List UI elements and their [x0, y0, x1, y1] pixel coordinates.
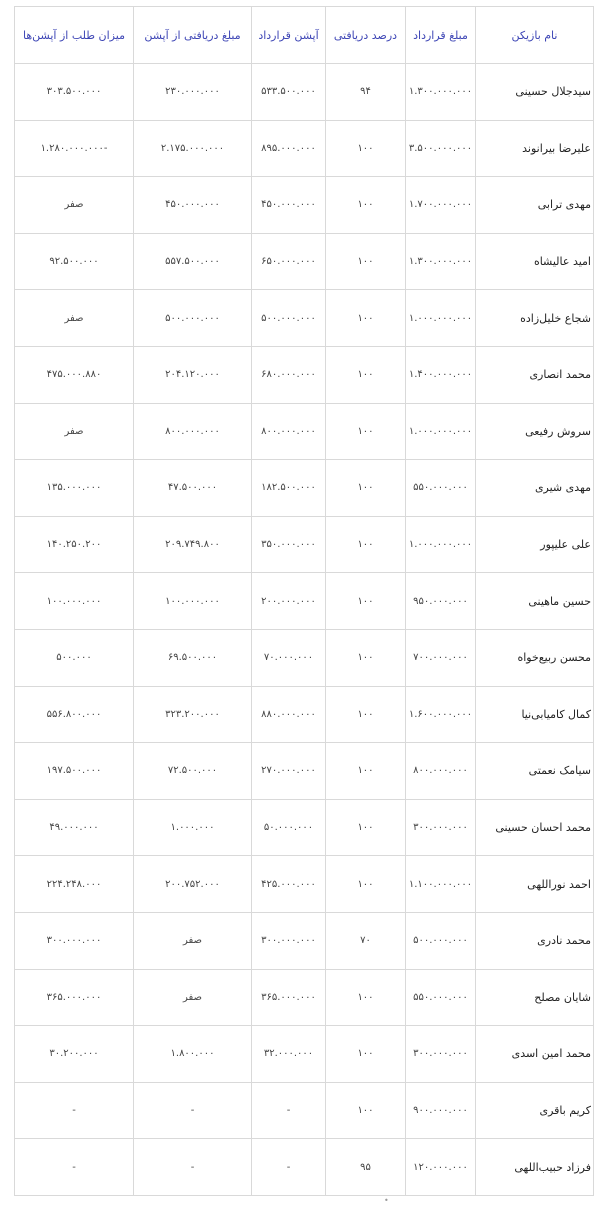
header-option-received: مبلغ دریافتی از آپشن: [134, 7, 252, 64]
cell-contract-option: ۵۳۳.۵۰۰.۰۰۰: [252, 64, 326, 121]
table-row: [15, 969, 594, 1026]
cell-player-name: محمد احسان حسینی: [476, 799, 594, 856]
cell-contract-option: ۲۰۰.۰۰۰.۰۰۰: [252, 573, 326, 630]
cell-contract-amount: ۹۰۰.۰۰۰.۰۰۰: [406, 1082, 476, 1139]
cell-contract-option: ۸۰۰.۰۰۰.۰۰۰: [252, 403, 326, 460]
table-row: [15, 233, 594, 290]
cell-contract-option: ۵۰.۰۰۰.۰۰۰: [252, 799, 326, 856]
cell-received-percent: ۷۰: [326, 912, 406, 969]
cell-option-received: صفر: [134, 969, 252, 1026]
header-received-percent: درصد دریافتی: [326, 7, 406, 64]
cell-option-received: ۲۳۰.۰۰۰.۰۰۰: [134, 64, 252, 121]
cell-contract-amount: ۷۰۰.۰۰۰.۰۰۰: [406, 629, 476, 686]
table-row: [15, 290, 594, 347]
cell-received-percent: ۱۰۰: [326, 233, 406, 290]
header-player-name: نام بازیکن: [476, 7, 594, 64]
cell-option-received: ۵۵۷.۵۰۰.۰۰۰: [134, 233, 252, 290]
cell-player-name: محمد انصاری: [476, 346, 594, 403]
table-row: [15, 856, 594, 913]
cell-received-percent: ۹۴: [326, 64, 406, 121]
cell-contract-amount: ۱.۰۰۰.۰۰۰.۰۰۰: [406, 403, 476, 460]
cell-contract-option: ۳۲.۰۰۰.۰۰۰: [252, 1026, 326, 1083]
cell-player-name: محسن ربیع‌خواه: [476, 629, 594, 686]
cell-option-received: ۳۲۳.۲۰۰.۰۰۰: [134, 686, 252, 743]
cell-received-percent: ۱۰۰: [326, 573, 406, 630]
cell-option-received: -: [134, 1082, 252, 1139]
cell-player-name: شجاع خلیل‌زاده: [476, 290, 594, 347]
cell-player-name: کمال کامیابی‌نیا: [476, 686, 594, 743]
cell-contract-amount: ۱.۰۰۰.۰۰۰.۰۰۰: [406, 290, 476, 347]
cell-option-received: ۲۰۴.۱۲۰.۰۰۰: [134, 346, 252, 403]
cell-contract-option: ۸۹۵.۰۰۰.۰۰۰: [252, 120, 326, 177]
cell-option-owed: ۱۳۵.۰۰۰.۰۰۰: [15, 460, 134, 517]
cell-received-percent: ۱۰۰: [326, 346, 406, 403]
cell-option-owed: -: [15, 1139, 134, 1196]
cell-option-owed: ۵۵۶.۸۰۰.۰۰۰: [15, 686, 134, 743]
table-header-row: [15, 7, 594, 64]
footer-mark: •: [384, 1196, 389, 1205]
cell-contract-amount: ۵۵۰.۰۰۰.۰۰۰: [406, 969, 476, 1026]
cell-contract-amount: ۱.۳۰۰.۰۰۰.۰۰۰: [406, 64, 476, 121]
cell-option-owed: صفر: [15, 403, 134, 460]
header-contract-amount: مبلغ قرارداد: [406, 7, 476, 64]
cell-player-name: کریم باقری: [476, 1082, 594, 1139]
table-row: [15, 629, 594, 686]
cell-option-owed: ۳۶۵.۰۰۰.۰۰۰: [15, 969, 134, 1026]
cell-option-owed: ۳۰۳.۵۰۰.۰۰۰: [15, 64, 134, 121]
cell-option-owed: صفر: [15, 290, 134, 347]
cell-contract-option: -: [252, 1139, 326, 1196]
cell-received-percent: ۱۰۰: [326, 460, 406, 517]
cell-received-percent: ۱۰۰: [326, 1082, 406, 1139]
cell-contract-option: ۴۲۵.۰۰۰.۰۰۰: [252, 856, 326, 913]
cell-option-received: ۲.۱۷۵.۰۰۰.۰۰۰: [134, 120, 252, 177]
cell-option-owed: ۳۰.۲۰۰.۰۰۰: [15, 1026, 134, 1083]
cell-option-received: ۶۹.۵۰۰.۰۰۰: [134, 629, 252, 686]
cell-contract-option: ۷۰.۰۰۰.۰۰۰: [252, 629, 326, 686]
cell-option-owed: صفر: [15, 177, 134, 234]
cell-contract-amount: ۱.۱۰۰.۰۰۰.۰۰۰: [406, 856, 476, 913]
cell-contract-option: ۳۶۵.۰۰۰.۰۰۰: [252, 969, 326, 1026]
cell-player-name: مهدی ترابی: [476, 177, 594, 234]
cell-player-name: علیرضا بیرانوند: [476, 120, 594, 177]
cell-contract-option: ۳۵۰.۰۰۰.۰۰۰: [252, 516, 326, 573]
table-row: [15, 177, 594, 234]
cell-option-received: ۵۰۰.۰۰۰.۰۰۰: [134, 290, 252, 347]
cell-player-name: محمد امین اسدی: [476, 1026, 594, 1083]
cell-option-received: ۱.۸۰۰.۰۰۰: [134, 1026, 252, 1083]
cell-received-percent: ۱۰۰: [326, 1026, 406, 1083]
cell-received-percent: ۱۰۰: [326, 856, 406, 913]
cell-player-name: امید عالیشاه: [476, 233, 594, 290]
cell-contract-amount: ۱۲۰.۰۰۰.۰۰۰: [406, 1139, 476, 1196]
cell-option-received: ۲۰۰.۷۵۲.۰۰۰: [134, 856, 252, 913]
table-row: [15, 743, 594, 800]
cell-player-name: سروش رفیعی: [476, 403, 594, 460]
cell-contract-amount: ۳۰۰.۰۰۰.۰۰۰: [406, 1026, 476, 1083]
cell-player-name: حسین ماهینی: [476, 573, 594, 630]
cell-contract-option: ۵۰۰.۰۰۰.۰۰۰: [252, 290, 326, 347]
cell-contract-option: ۸۸۰.۰۰۰.۰۰۰: [252, 686, 326, 743]
cell-contract-amount: ۹۵۰.۰۰۰.۰۰۰: [406, 573, 476, 630]
table-row: [15, 573, 594, 630]
cell-contract-amount: ۱.۷۰۰.۰۰۰.۰۰۰: [406, 177, 476, 234]
cell-received-percent: ۱۰۰: [326, 177, 406, 234]
cell-contract-amount: ۸۰۰.۰۰۰.۰۰۰: [406, 743, 476, 800]
cell-received-percent: ۹۵: [326, 1139, 406, 1196]
cell-player-name: احمد نوراللهی: [476, 856, 594, 913]
cell-contract-amount: ۳۰۰.۰۰۰.۰۰۰: [406, 799, 476, 856]
table-row: [15, 1082, 594, 1139]
cell-player-name: سیامک نعمتی: [476, 743, 594, 800]
cell-option-received: ۴۷.۵۰۰.۰۰۰: [134, 460, 252, 517]
table-row: [15, 799, 594, 856]
cell-player-name: شایان مصلح: [476, 969, 594, 1026]
cell-contract-option: ۶۵۰.۰۰۰.۰۰۰: [252, 233, 326, 290]
cell-option-received: ۱.۰۰۰.۰۰۰: [134, 799, 252, 856]
cell-option-owed: ۹۲.۵۰۰.۰۰۰: [15, 233, 134, 290]
header-option-owed: میزان طلب از آپشن‌ها: [15, 7, 134, 64]
cell-contract-option: ۴۵۰.۰۰۰.۰۰۰: [252, 177, 326, 234]
cell-contract-option: -: [252, 1082, 326, 1139]
cell-contract-amount: ۳.۵۰۰.۰۰۰.۰۰۰: [406, 120, 476, 177]
cell-contract-amount: ۵۵۰.۰۰۰.۰۰۰: [406, 460, 476, 517]
cell-option-owed: ۱۹۷.۵۰۰.۰۰۰: [15, 743, 134, 800]
cell-received-percent: ۱۰۰: [326, 799, 406, 856]
cell-option-owed: ۲۲۴.۲۴۸.۰۰۰: [15, 856, 134, 913]
table-row: [15, 64, 594, 121]
cell-option-owed: ۵۰۰.۰۰۰: [15, 629, 134, 686]
cell-contract-option: ۱۸۲.۵۰۰.۰۰۰: [252, 460, 326, 517]
cell-option-received: ۷۲.۵۰۰.۰۰۰: [134, 743, 252, 800]
table-row: [15, 686, 594, 743]
cell-player-name: سیدجلال حسینی: [476, 64, 594, 121]
cell-contract-amount: ۱.۴۰۰.۰۰۰.۰۰۰: [406, 346, 476, 403]
cell-option-owed: ۱۰۰.۰۰۰.۰۰۰: [15, 573, 134, 630]
cell-received-percent: ۱۰۰: [326, 686, 406, 743]
cell-contract-amount: ۱.۰۰۰.۰۰۰.۰۰۰: [406, 516, 476, 573]
table-row: [15, 460, 594, 517]
cell-received-percent: ۱۰۰: [326, 629, 406, 686]
cell-option-owed: -۱.۲۸۰.۰۰۰.۰۰۰: [15, 120, 134, 177]
cell-option-received: -: [134, 1139, 252, 1196]
cell-option-owed: -: [15, 1082, 134, 1139]
cell-option-owed: ۴۹.۰۰۰.۰۰۰: [15, 799, 134, 856]
player-contracts-table: [14, 6, 594, 1196]
cell-received-percent: ۱۰۰: [326, 743, 406, 800]
cell-option-received: ۱۰۰.۰۰۰.۰۰۰: [134, 573, 252, 630]
cell-player-name: فرزاد حبیب‌اللهی: [476, 1139, 594, 1196]
table-row: [15, 516, 594, 573]
cell-option-received: صفر: [134, 912, 252, 969]
cell-contract-amount: ۵۰۰.۰۰۰.۰۰۰: [406, 912, 476, 969]
cell-contract-option: ۲۷۰.۰۰۰.۰۰۰: [252, 743, 326, 800]
cell-option-owed: ۱۴۰.۲۵۰.۲۰۰: [15, 516, 134, 573]
cell-contract-option: ۶۸۰.۰۰۰.۰۰۰: [252, 346, 326, 403]
contracts-table-container: [14, 6, 593, 1196]
cell-option-received: ۸۰۰.۰۰۰.۰۰۰: [134, 403, 252, 460]
cell-player-name: محمد نادری: [476, 912, 594, 969]
cell-received-percent: ۱۰۰: [326, 290, 406, 347]
cell-player-name: مهدی شیری: [476, 460, 594, 517]
table-row: [15, 1139, 594, 1196]
cell-option-received: ۴۵۰.۰۰۰.۰۰۰: [134, 177, 252, 234]
cell-received-percent: ۱۰۰: [326, 969, 406, 1026]
cell-received-percent: ۱۰۰: [326, 403, 406, 460]
table-row: [15, 346, 594, 403]
table-row: [15, 120, 594, 177]
cell-received-percent: ۱۰۰: [326, 120, 406, 177]
cell-contract-amount: ۱.۶۰۰.۰۰۰.۰۰۰: [406, 686, 476, 743]
cell-option-received: ۲۰۹.۷۴۹.۸۰۰: [134, 516, 252, 573]
cell-received-percent: ۱۰۰: [326, 516, 406, 573]
table-row: [15, 403, 594, 460]
cell-contract-option: ۳۰۰.۰۰۰.۰۰۰: [252, 912, 326, 969]
cell-contract-amount: ۱.۳۰۰.۰۰۰.۰۰۰: [406, 233, 476, 290]
cell-player-name: علی علیپور: [476, 516, 594, 573]
table-row: [15, 1026, 594, 1083]
cell-option-owed: ۴۷۵.۰۰۰.۸۸۰: [15, 346, 134, 403]
cell-option-owed: ۳۰۰.۰۰۰.۰۰۰: [15, 912, 134, 969]
table-row: [15, 912, 594, 969]
header-contract-option: آپشن قرارداد: [252, 7, 326, 64]
